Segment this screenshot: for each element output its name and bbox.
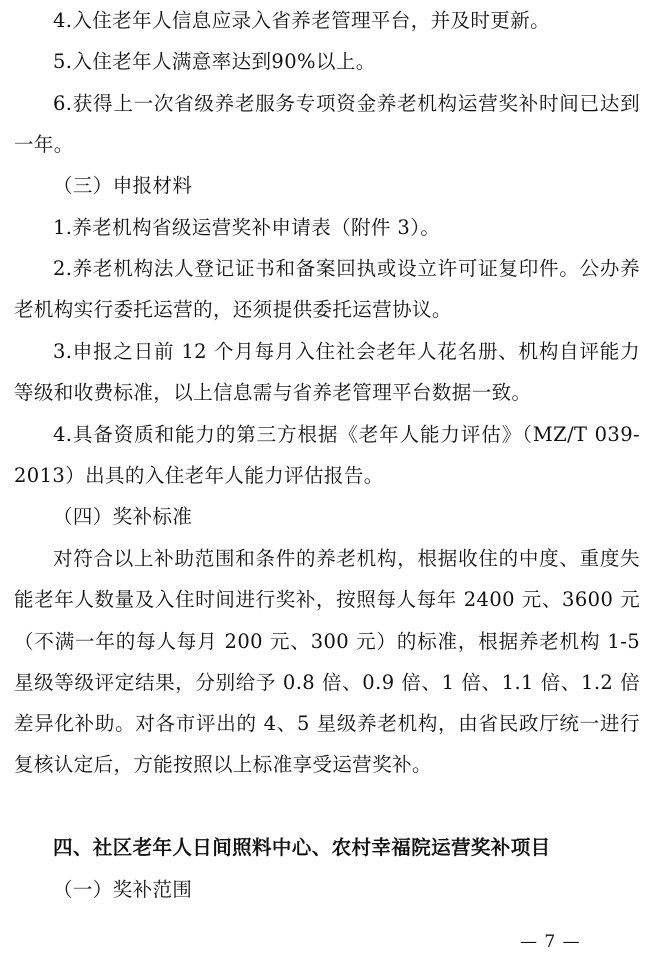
criterion-4-paragraph: 4.入住老年人信息应录入省养老管理平台，并及时更新。: [53, 9, 551, 32]
standard-heading: （四）奖补标准: [53, 505, 193, 528]
material-4-paragraph: 4.具备资质和能力的第三方根据《老年人能力评估》（MZ/T 039-2013）出具的入住老年人能力评估报告。: [14, 423, 640, 488]
scope-heading: （一）奖补范围: [53, 878, 193, 901]
material-2-paragraph: 2.养老机构法人登记证书和备案回执或设立许可证复印件。公办养老机构实行委托运营的，还须提供委托运营协议。: [14, 257, 640, 322]
material-1-paragraph: 1.养老机构省级运营奖补申请表（附件 3）。: [53, 216, 441, 239]
section-four-title: 四、社区老年人日间照料中心、农村幸福院运营奖补项目: [53, 836, 551, 859]
criterion-6-paragraph: 6.获得上一次省级养老服务专项资金养老机构运营奖补时间已达到一年。: [14, 92, 640, 157]
material-3-paragraph: 3.申报之日前 12 个月每月入住社会老年人花名册、机构自评能力等级和收费标准，以上信息需与省养老管理平台数据一致。: [14, 340, 640, 405]
page-number: — 7 —: [520, 932, 581, 952]
materials-heading: （三）申报材料: [53, 174, 193, 197]
standard-body-paragraph: 对符合以上补助范围和条件的养老机构，根据收住的中度、重度失能老年人数量及入住时间进行奖补，按照每人每年 2400 元、3600 元（不满一年的每人每月 200 元、300 元）的标准，根据养老机构 1-5 星级等级评定结果，分别给予 0.8 倍、0.9 倍、1 倍、1.1 倍、1.2 倍差异化补助。对各市评出的 4、5 星级养老机构，由省民政厅统一进行复核认定后，方能按照以上标准享受运营奖补。: [14, 547, 640, 777]
criterion-5-paragraph: 5.入住老年人满意率达到90%以上。: [53, 50, 376, 73]
